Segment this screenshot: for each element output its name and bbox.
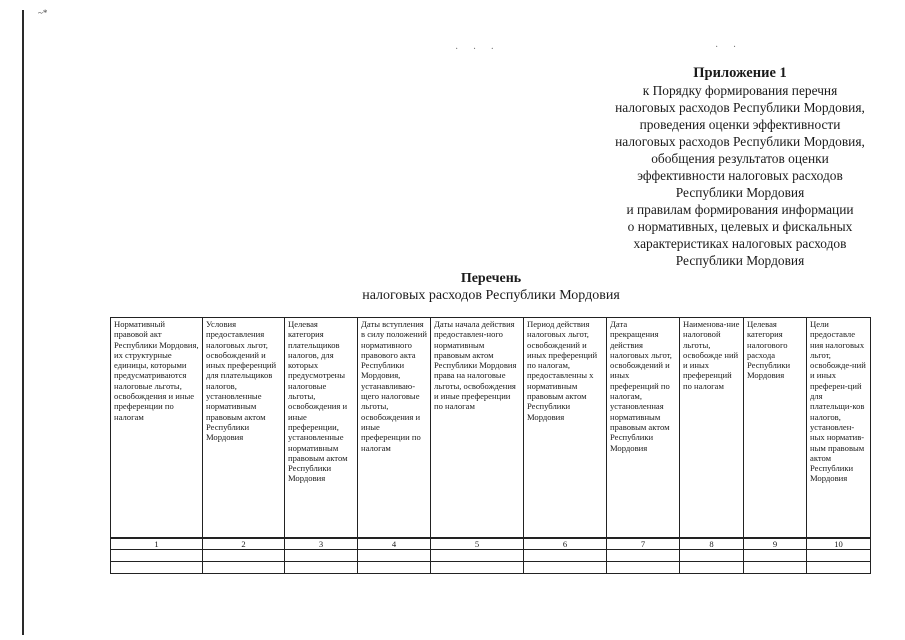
- column-number: 8: [680, 538, 744, 550]
- appendix-block: [590, 64, 890, 269]
- empty-cell: [358, 562, 431, 574]
- empty-cell: [680, 562, 744, 574]
- empty-cell: [607, 562, 680, 574]
- column-number: 7: [607, 538, 680, 550]
- empty-cell: [524, 550, 607, 562]
- column-header: Даты вступления в силу положений нормативного правового акта Республики Мордовия, устанавливаю-щего налоговые льготы, освобождения и иные преференции по налогам: [358, 318, 431, 539]
- appendix-line: и правилам формирования информации: [626, 202, 854, 217]
- column-number: 4: [358, 538, 431, 550]
- appendix-line: о нормативных, целевых и фискальных: [627, 219, 853, 234]
- column-number: 9: [744, 538, 807, 550]
- appendix-line: характеристиках налоговых расходов: [633, 236, 847, 251]
- column-number: 1: [111, 538, 203, 550]
- column-number: 2: [203, 538, 285, 550]
- column-header: Цели предоставле ния налоговых льгот, освобожде-ний и иных преферен-ций для плательщи-ков налогов, установлен-ных норматив-ным правовым актом Республики Мордовия: [807, 318, 871, 539]
- tax-expenditures-table: [110, 317, 871, 574]
- empty-cell: [744, 562, 807, 574]
- column-header: Дата прекращения действия налоговых льгот, освобождений и иных преференций по налогам, установленная нормативным правовым актом Республики Мордовия: [607, 318, 680, 539]
- column-number: 6: [524, 538, 607, 550]
- column-header: Период действия налоговых льгот, освобождений и иных преференций по налогам, предоставленны х нормативным правовым актом Республики Мордовия: [524, 318, 607, 539]
- column-header: Целевая категория плательщиков налогов, для которых предусмотрены налоговые льготы, освобождения и иные преференции, установленные нормативным правовым актом Республики Мордовия: [285, 318, 358, 539]
- appendix-line: обобщения результатов оценки: [651, 151, 829, 166]
- list-subtitle: налоговых расходов Республики Мордовия: [362, 288, 620, 303]
- column-number: 3: [285, 538, 358, 550]
- empty-cell: [807, 550, 871, 562]
- empty-cell: [744, 550, 807, 562]
- scan-noise: · ·: [715, 42, 743, 53]
- empty-cell: [680, 550, 744, 562]
- empty-cell: [111, 562, 203, 574]
- column-number: 5: [431, 538, 524, 550]
- appendix-line: эффективности налоговых расходов: [637, 168, 843, 183]
- column-header: Нормативный правовой акт Республики Мордовия, их структурные единицы, которыми предусматриваются налоговые льготы, освобождения и иные преференции по налогам: [111, 318, 203, 539]
- empty-cell: [203, 550, 285, 562]
- column-header: Даты начала действия предоставлен-ного нормативным правовым актом Республики Мордовия права на налоговые льготы, освобождения и иные преференции по налогам: [431, 318, 524, 539]
- empty-cell: [285, 550, 358, 562]
- empty-cell: [807, 562, 871, 574]
- appendix-line: Республики Мордовия: [675, 253, 805, 268]
- list-title: Перечень: [460, 271, 522, 286]
- table-empty-row: [111, 550, 871, 562]
- empty-cell: [431, 562, 524, 574]
- empty-cell: [358, 550, 431, 562]
- scan-edge-line: [22, 10, 24, 635]
- appendix-line: к Порядку формирования перечня: [642, 83, 838, 98]
- appendix-line: Республики Мордовия: [675, 185, 805, 200]
- empty-cell: [111, 550, 203, 562]
- empty-cell: [524, 562, 607, 574]
- appendix-line: проведения оценки эффективности: [639, 117, 841, 132]
- scan-noise: · · ·: [455, 44, 500, 55]
- column-number: 10: [807, 538, 871, 550]
- empty-cell: [431, 550, 524, 562]
- table-empty-row: [111, 562, 871, 574]
- empty-cell: [607, 550, 680, 562]
- column-header: Целевая категория налогового расхода Республики Мордовия: [744, 318, 807, 539]
- empty-cell: [285, 562, 358, 574]
- table-header-row: [111, 318, 871, 539]
- appendix-line: налоговых расходов Республики Мордовия,: [615, 134, 865, 149]
- list-heading: [300, 270, 682, 304]
- appendix-line: налоговых расходов Республики Мордовия,: [615, 100, 865, 115]
- appendix-title: Приложение 1: [693, 65, 787, 81]
- empty-cell: [203, 562, 285, 574]
- column-number-row: [111, 538, 871, 550]
- corner-mark: ~*: [38, 8, 48, 18]
- column-header: Условия предоставления налоговых льгот, освобождений и иных преференций для плательщиков налогов, установленные нормативным правовым актом Республики Мордовия: [203, 318, 285, 539]
- column-header: Наименова-ние налоговой льготы, освобожде ний и иных преференций по налогам: [680, 318, 744, 539]
